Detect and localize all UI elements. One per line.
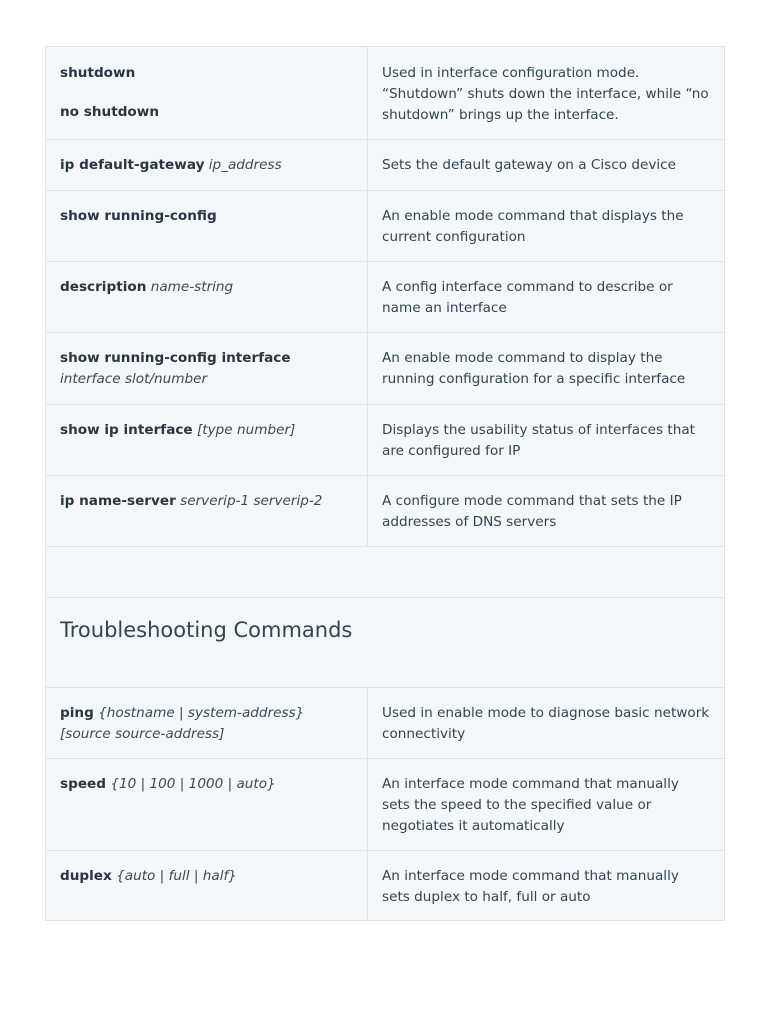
command-name: description [60,279,147,295]
command-name: no shutdown [60,104,159,120]
command-name: ip default-gateway [60,157,205,173]
empty-row [46,547,725,598]
table-row [46,688,725,759]
empty-cell [46,547,725,598]
description-cell: Sets the default gateway on a Cisco device [368,140,725,191]
command-argument: {hostname | system-address} [source source-address] [60,705,305,742]
description-cell: An enable mode command to display the running configuration for a specific interface [368,333,725,405]
command-cell [46,191,368,262]
section-heading-row [46,598,725,688]
command-cell [46,851,368,921]
command-cell [46,47,368,140]
command-cell [46,333,368,405]
command-name: show running-config interface [60,350,291,366]
command-argument: serverip-1 serverip-2 [180,493,323,509]
command-cell [46,140,368,191]
command-name: show running-config [60,208,217,224]
table-row [46,191,725,262]
description-cell: An interface mode command that manually sets the speed to the specified value or negotiates it automatically [368,759,725,851]
command-name: ping [60,705,94,721]
table-row [46,333,725,405]
command-cell [46,759,368,851]
commands-table [45,46,725,921]
description-cell: Displays the usability status of interfaces that are configured for IP [368,405,725,476]
command-name: duplex [60,868,112,884]
table-row [46,262,725,333]
table-row [46,140,725,191]
description-cell: A configure mode command that sets the IP addresses of DNS servers [368,476,725,547]
command-cell [46,262,368,333]
command-cell [46,405,368,476]
description-cell: An enable mode command that displays the current configuration [368,191,725,262]
command-name: shutdown [60,65,136,81]
table-row [46,476,725,547]
command-cell [46,476,368,547]
description-cell: An interface mode command that manually sets duplex to half, full or auto [368,851,725,921]
section-heading-cell [46,598,725,688]
command-name: show ip interface [60,422,193,438]
table-row [46,405,725,476]
description-cell: A config interface command to describe or name an interface [368,262,725,333]
table-row [46,47,725,140]
command-argument: ip_address [208,157,282,173]
command-argument: {10 | 100 | 1000 | auto} [110,776,276,792]
command-argument: {auto | full | half} [116,868,237,884]
command-reference-page [45,46,724,921]
command-cell [46,688,368,759]
command-name: ip name-server [60,493,176,509]
command-argument: name-string [150,279,234,295]
section-title: Troubleshooting Commands [60,618,353,642]
command-argument: interface slot/number [60,371,208,387]
table-row [46,759,725,851]
table-row [46,851,725,921]
description-cell: Used in interface configuration mode. “Shutdown” shuts down the interface, while “no shutdown” brings up the interface. [368,47,725,140]
command-argument: [type number] [196,422,296,438]
description-cell: Used in enable mode to diagnose basic network connectivity [368,688,725,759]
command-name: speed [60,776,106,792]
